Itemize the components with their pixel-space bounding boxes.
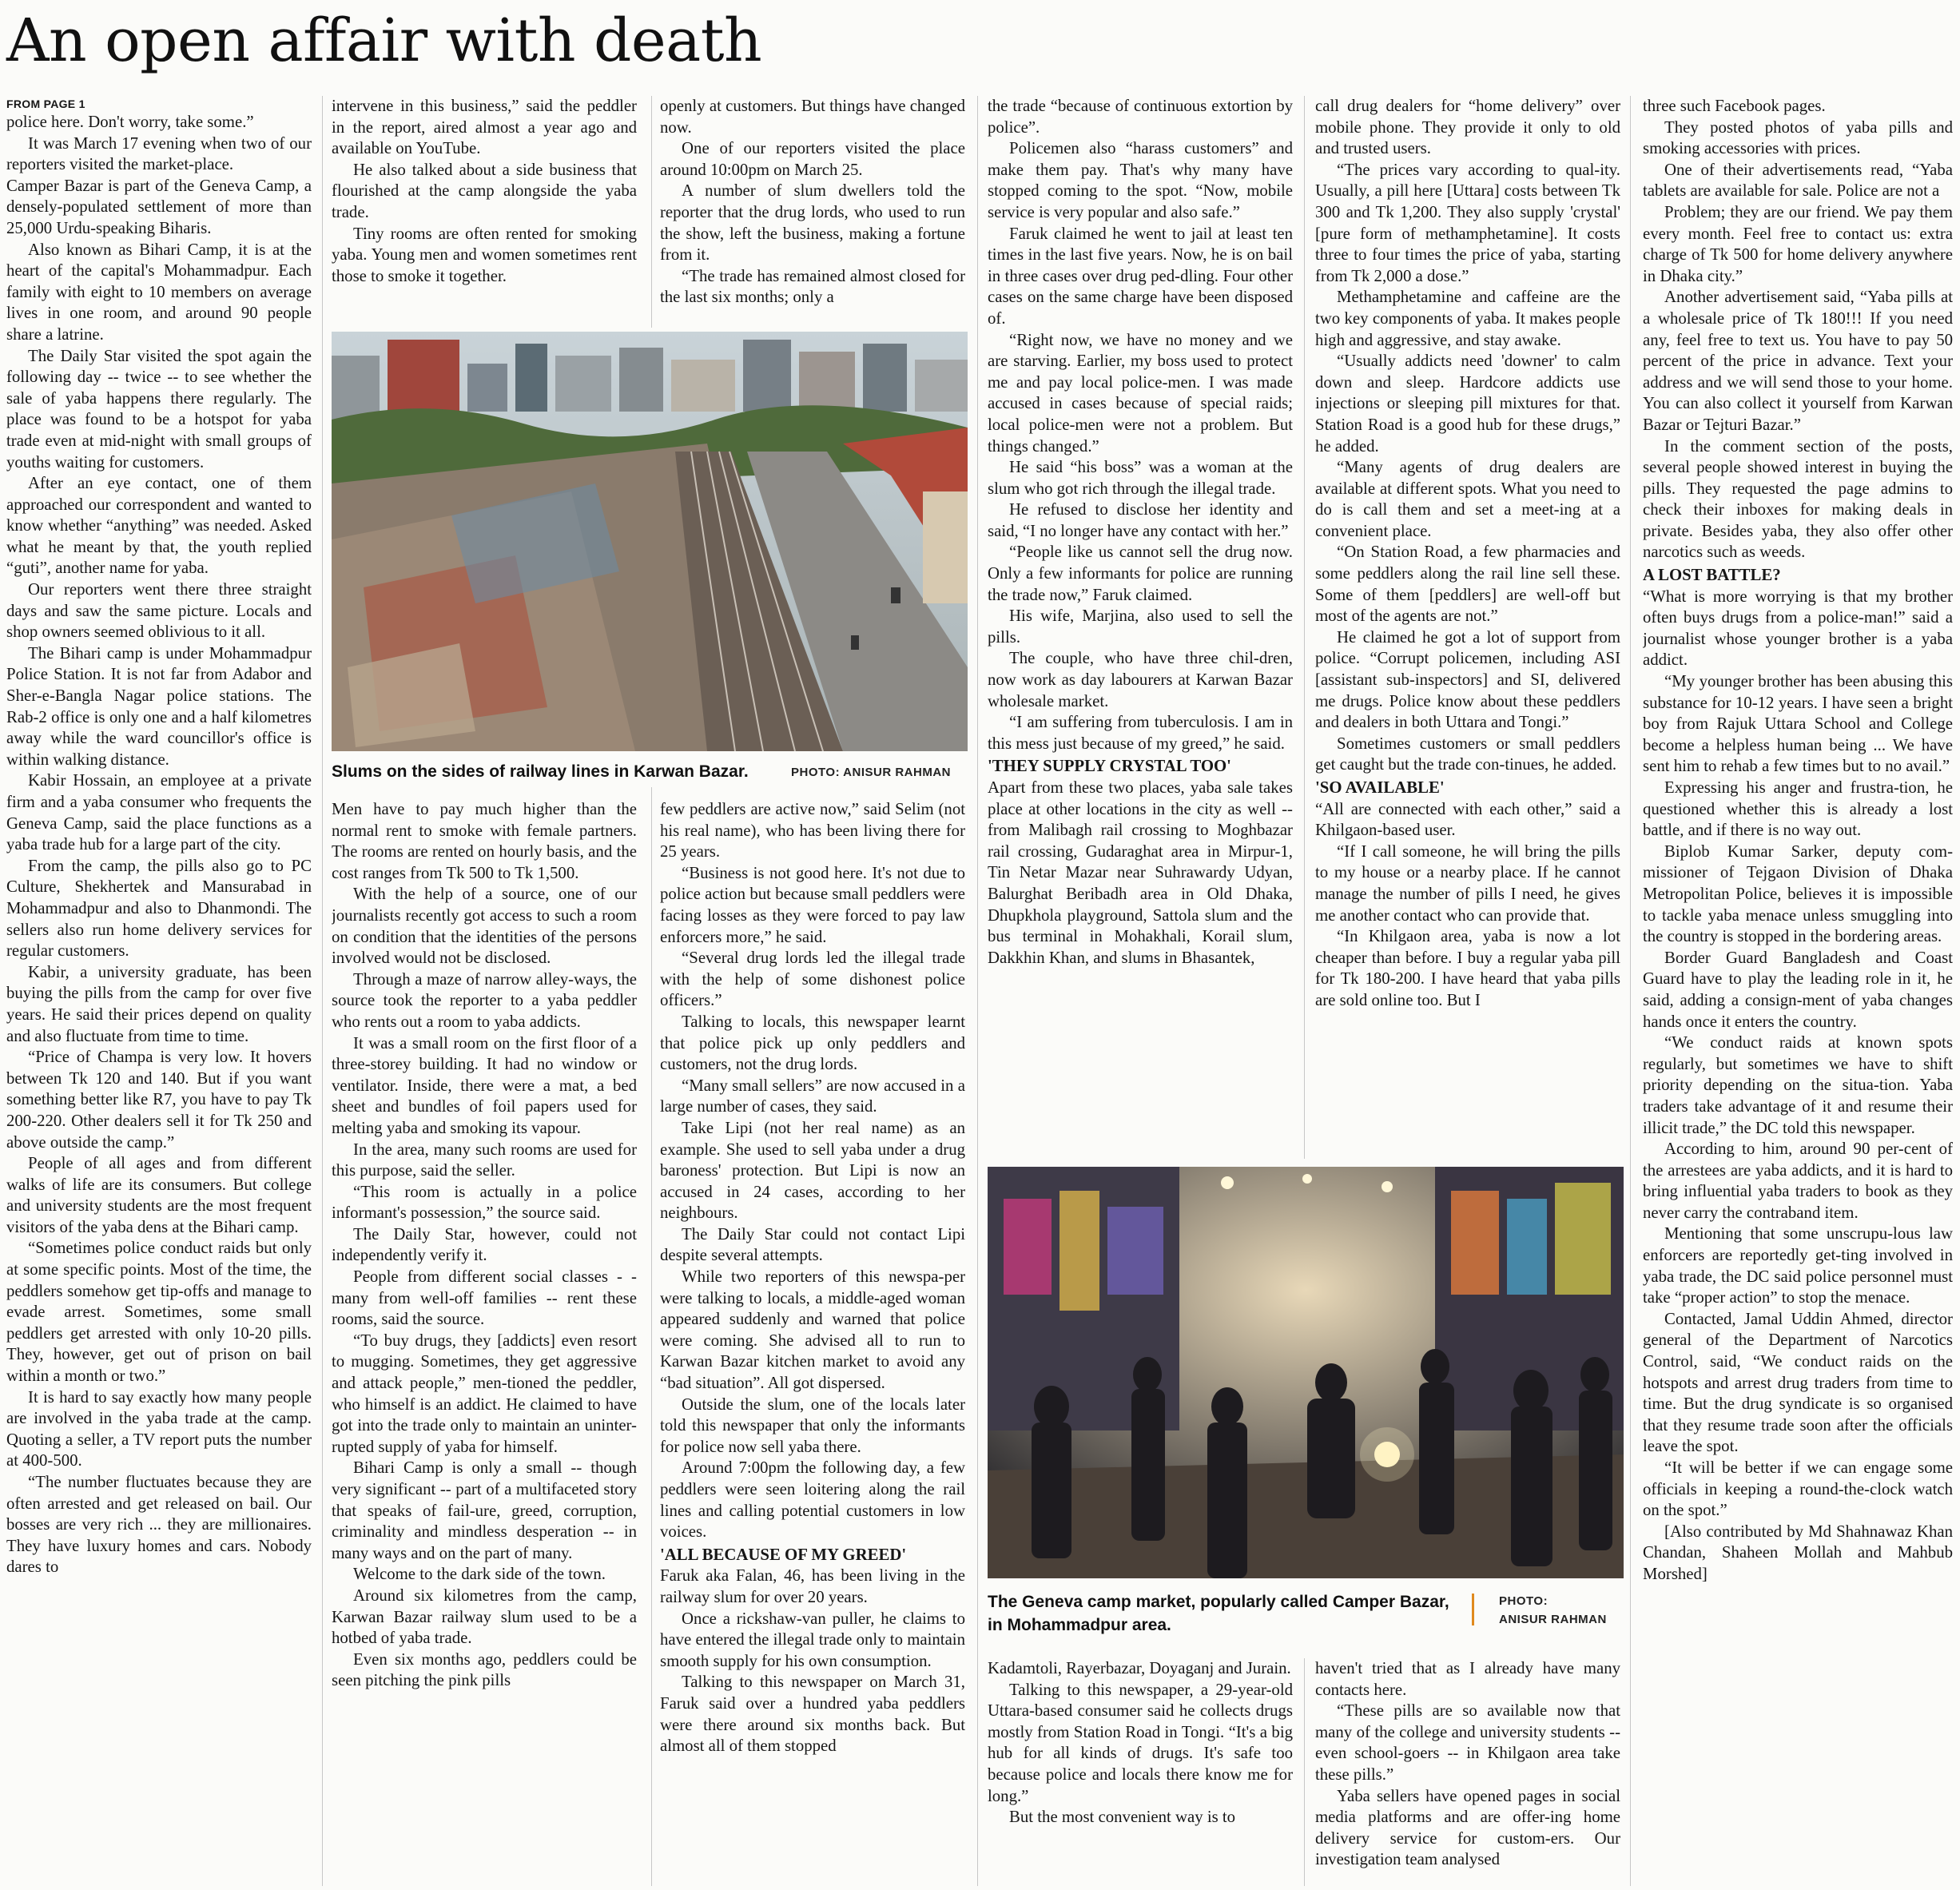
paragraph: Around six kilometres from the camp, Karwan Bazar railway slum used to be a hotbed of yaba trade. (332, 1586, 637, 1648)
paragraph: Talking to this newspaper on March 31, Faruk said over a hundred yaba peddlers were there around six months back. But almost all of them stopped (660, 1673, 965, 1756)
paragraph: “Price of Champa is very low. It hovers between Tk 120 and 140. But if you want something better like R7, you have to pay Tk 200-220. Other dealers sell it for Tk 250 and above outside the camp.” (6, 1048, 312, 1152)
paragraph: With the help of a source, one of our journalists recently got access to such a room on condition that the identities of the persons involved would not be disclosed. (332, 885, 637, 968)
paragraph: Talking to this newspaper, a 29-year-old Uttara-based consumer said he collects drugs mostly from Station Road in Tongi. “It's a big hub for all kinds of drugs. It's safe too because police and locals there know me for long.” (988, 1680, 1293, 1805)
paragraph: One of our reporters visited the place around 10:00pm on March 25. (660, 139, 965, 179)
paragraph: intervene in this business,” said the peddler in the report, aired almost a year ago and available on YouTube. (332, 97, 637, 158)
paragraph: Mentioning that some unscrupu-lous law enforcers are reportedly get-ting involved in yaba trade, the DC said police personnel must take “proper action” to stop the menace. (1643, 1224, 1953, 1307)
paragraph: He also talked about a side business that flourished at the camp alongside the yaba trade. (332, 160, 637, 221)
market-photo-caption: The Geneva camp market, popularly called Camper Bazar, in Mohammadpur area. (988, 1593, 1449, 1634)
article-column-4-bottom (988, 1658, 1293, 1886)
paragraph: He said “his boss” was a woman at the slum who got rich through the illegal trade. (988, 458, 1293, 498)
paragraph: [Also contributed by Md Shahnawaz Khan Chandan, Shaheen Mollah and Mahbub Morshed] (1643, 1522, 1953, 1583)
article-column-6 (1643, 96, 1953, 1886)
paragraph: Also known as Bihari Camp, it is at the heart of the capital's Mohammadpur. Each family with eight to 10 members on average lives in one room, and around 90 people share a latrine. (6, 240, 312, 344)
paragraph: Our reporters went there three straight days and saw the same picture. Locals and shop owners seemed oblivious to it all. (6, 580, 312, 642)
paragraph: Faruk claimed he went to jail at least ten times in the last five years. Now, he is on bail in three cases over drug ped-dling. Four other cases on the same charge have been disposed of. (988, 224, 1293, 328)
paragraph: Bihari Camp is only a small -- though very significant -- part of a multifaceted story that speaks of fail-ure, greed, corruption, criminality and mindless desperation -- in many ways and on the part of many. (332, 1458, 637, 1562)
jump-kicker: FROM PAGE 1 (6, 97, 85, 110)
paragraph: Kabir Hossain, an employee at a private firm and a yaba consumer who frequents the Geneva Camp, said the place functions as a yaba trade hub for a large part of the city. (6, 771, 312, 854)
paragraph: One of their advertisements read, “Yaba tablets are available for sale. Police are not a (1643, 160, 1953, 201)
paragraph: “We conduct raids at known spots regularly, but sometimes we have to shift priority depending on the situa-tion. Yaba traders take advantage of it and resume their illicit trade,” the DC told this newspaper. (1643, 1033, 1953, 1137)
paragraph: The Daily Star could not contact Lipi despite several attempts. (660, 1224, 965, 1265)
railway-photo-caption: Slums on the sides of railway lines in Karwan Bazar. (332, 762, 749, 781)
paragraph: “Several drug lords led the illegal trade with the help of some dishonest police officers.” (660, 949, 965, 1010)
paragraph: People of all ages and from different walks of life are its consumers. But college and university students are the most frequent visitors of the yaba dens at the Bihari camp. (6, 1154, 312, 1236)
paragraph: Camper Bazar is part of the Geneva Camp, a densely-populated settlement of more than 25,000 Urdu-speaking Biharis. (6, 176, 312, 237)
paragraph: In the comment section of the posts, several people showed interest in buying the pills. They requested the page admins to check their inboxes for making deals in private. Besides yaba, they also offer other narcotics such as weeds. (1643, 436, 1953, 562)
paragraph: “Usually addicts need 'downer' to calm down and sleep. Hardcore addicts use injections or sleeping pill mixtures for that. Station Road is a good hub for these drugs,” he added. (1315, 352, 1620, 456)
paragraph: “Many small sellers” are now accused in a large number of cases, they said. (660, 1076, 965, 1116)
paragraph: The couple, who have three chil-dren, now work as day labourers at Karwan Bazar wholesale market. (988, 649, 1293, 710)
headline: An open affair with death (6, 6, 762, 75)
paragraph: Tiny rooms are often rented for smoking yaba. Young men and women sometimes rent those to smoke it together. (332, 224, 637, 285)
article-column-5-bottom (1315, 1658, 1620, 1886)
article-column-3-top (660, 96, 965, 324)
column-rule (1630, 96, 1631, 1886)
paragraph: People from different social classes - - many from well-off families -- rent these rooms, said the source. (332, 1267, 637, 1329)
paragraph: He refused to disclose her identity and said, “I no longer have any contact with her.” (988, 500, 1293, 540)
paragraph: While two reporters of this newspa-per were talking to locals, a middle-aged woman appeared suddenly and warned that police were coming. She advised all to run to Karwan Bazar kitchen market to avoid any “bad situation”. All got dispersed. (660, 1267, 965, 1393)
paragraph: Around 7:00pm the following day, a few peddlers were seen loitering along the rail lines and calling potential customers in low voices. (660, 1458, 965, 1542)
paragraph: From the camp, the pills also go to PC Culture, Shekhertek and Mansurabad in Mohammadpur and also to Dhanmondi. The sellers also run home delivery services for regular customers. (6, 856, 312, 961)
subheading: A LOST BATTLE? (1643, 566, 1781, 585)
paragraph: Expressing his anger and frustra-tion, he questioned whether this is already a lost battle, and if there is no way out. (1643, 778, 1953, 840)
paragraph: Sometimes customers or small peddlers get caught but the trade con-tinues, he added. (1315, 734, 1620, 774)
paragraph: His wife, Marjina, also used to sell the pills. (988, 607, 1293, 647)
paragraph: Outside the slum, one of the locals later told this newspaper that only the informants for police now sell yaba there. (660, 1395, 965, 1456)
paragraph: Faruk aka Falan, 46, has been living in the railway slum for over 20 years. (660, 1566, 965, 1606)
paragraph: the trade “because of continuous extortion by police”. (988, 97, 1293, 137)
paragraph: A number of slum dwellers told the reporter that the drug lords, who used to run the show, left the business, making a fortune from it. (660, 181, 965, 265)
paragraph: Men have to pay much higher than the normal rent to smoke with female partners. The rooms are rented on hourly basis, and the cost ranges from Tk 500 to Tk 1,500. (332, 800, 637, 882)
paragraph: “People like us cannot sell the drug now. Only a few informants for police are running the trade now,” Faruk claimed. (988, 543, 1293, 604)
subheading: 'THEY SUPPLY CRYSTAL TOO' (988, 757, 1231, 776)
column-rule (651, 96, 652, 328)
paragraph: “The prices vary according to qual-ity. Usually, a pill here [Uttara] costs between Tk 300 and Tk 1,200. They also supply 'crystal' [pure form of methamphetamine]. It costs three to four times the price of yaba, starting from Tk 2,000 a dose.” (1315, 160, 1620, 285)
paragraph: “Sometimes police conduct raids but only at some specific points. Most of the time, the peddlers somehow get tip-offs and manage to evade arrest. Sometimes, some small peddlers get arrested with only 10-20 pills. They, however, get out of prison on bail within a month or two.” (6, 1239, 312, 1386)
paragraph: “In Khilgaon area, yaba is now a lot cheaper than before. I buy a regular yaba pill for Tk 180-200. I have heard that yaba pills are sold online too. But I (1315, 927, 1620, 1009)
column-rule (977, 96, 978, 1886)
paragraph: They posted photos of yaba pills and smoking accessories with prices. (1643, 117, 1953, 158)
paragraph: Apart from these two places, yaba sale takes place at other locations in the city as well -- from Malibagh rail crossing to Moghbazar rail crossing, Gudaraghat area in Mirpur-1, Tin Netar Mazar near Suhrawardy Udyan, Balurghat Beribadh area in Old Dhaka, Dhupkhola playground, Sattola slum and the bus terminal in Mohakhali, Korail slum, Dakkhin Khan, and slums in Bhasantek, (988, 778, 1293, 967)
paragraph: police here. Don't worry, take some.” (6, 113, 254, 131)
paragraph: Kabir, a university graduate, has been buying the pills from the camp for over five years. He said their prices depend on quality and also fluctuate from time to time. (6, 962, 312, 1045)
paragraph: few peddlers are active now,” said Selim (not his real name), who has been living there for 25 years. (660, 800, 965, 861)
column-rule (651, 787, 652, 1886)
paragraph: But the most convenient way is to (1009, 1808, 1236, 1827)
subheading: 'SO AVAILABLE' (1315, 778, 1445, 797)
paragraph: “The number fluctuates because they are often arrested and get released on bail. Our bosses are very rich ... they are millionaires. They have luxury homes and cars. Nobody dares to (6, 1473, 312, 1577)
railway-slum-illustration (332, 332, 968, 751)
article-column-2-bottom (332, 799, 637, 1886)
paragraph: call drug dealers for “home delivery” over mobile phone. They provide it only to old and trusted users. (1315, 97, 1620, 158)
column-rule (1304, 1658, 1305, 1886)
paragraph: Biplob Kumar Sarker, deputy com-missioner of Tejgaon Division of Dhaka Metropolitan Police, believes it is impossible to tackle yaba menace unless smuggling into the country is stopped in the bordering areas. (1643, 842, 1953, 946)
paragraph: “Many agents of drug dealers are available at different spots. What you need to do is call them and set a meet-ing at a convenient place. (1315, 458, 1620, 540)
paragraph: three such Facebook pages. (1643, 97, 1826, 115)
paragraph: According to him, around 90 per-cent of the arrestees are yaba addicts, and it is hard to bring influential yaba traders to book as they never carry the contraband item. (1643, 1140, 1953, 1222)
paragraph: “It will be better if we can engage some officials in keeping a round-the-clock watch on the spot.” (1643, 1458, 1953, 1520)
paragraph: “All are connected with each other,” said a Khilgaon-based user. (1315, 799, 1620, 840)
paragraph: “On Station Road, a few pharmacies and some peddlers along the rail line sell these. Some of them [peddlers] are well-off but most of the agents are not.” (1315, 543, 1620, 626)
paragraph: Contacted, Jamal Uddin Ahmed, director general of the Department of Narcotics Control, said, “We conduct raids on the hotspots and arrest drug traders from time to time. But the drug syndicate is so organised that they resume trade soon after the officials leave the spot. (1643, 1309, 1953, 1456)
paragraph: “This room is actually in a police informant's possession,” the source said. (332, 1182, 637, 1223)
paragraph: “To buy drugs, they [addicts] even resort to mugging. Sometimes, they get aggressive and attack people,” men-tioned the peddler, who himself is an addict. He claimed to have got into the trade only to maintain an uninter-rupted supply of yaba for himself. (332, 1331, 637, 1456)
paragraph: “Right now, we have no money and we are starving. Earlier, my boss used to protect me and pay local police-men. I was made accused in cases because of special raids; local police-men were not a problem. But things changed.” (988, 330, 1293, 456)
market-photo-credit-name: ANISUR RAHMAN (1499, 1613, 1607, 1626)
paragraph: Another advertisement said, “Yaba pills at a wholesale price of Tk 180!!! If you need any, feel free to text us. You have to pay 50 percent of the price in advance. Text your address and we will send those to your home. You can also collect it yourself from Karwan Bazar or Tejturi Bazar.” (1643, 288, 1953, 434)
article-column-2-top (332, 96, 637, 324)
paragraph: “I am suffering from tuberculosis. I am in this mess just because of my greed,” he said. (988, 713, 1293, 753)
paragraph: Take Lipi (not her real name) as an example. She used to sell yaba under a drug baroness' protection. But Lipi is now an accused in 24 cases, according to her neighbours. (660, 1118, 965, 1223)
paragraph: “The trade has remained almost closed for the last six months; only a (660, 266, 965, 307)
paragraph: Policemen also “harass customers” and make them pay. That's why many have stopped coming to the spot. “Now, mobile service is very popular and also safe.” (988, 139, 1293, 221)
paragraph: Kadamtoli, Rayerbazar, Doyaganj and Jurain. (988, 1659, 1291, 1677)
paragraph: He claimed he got a lot of support from police. “Corrupt policemen, including ASI [assistant sub-inspectors] and SI, delivered me drugs. Police know about these peddlers and dealers in both Uttara and Tongi.” (1315, 627, 1620, 732)
paragraph: Through a maze of narrow alley-ways, the source took the reporter to a yaba peddler who rents out a room to yaba addicts. (332, 969, 637, 1031)
paragraph: In the area, many such rooms are used for this purpose, said the seller. (332, 1140, 637, 1180)
article-column-5-top (1315, 96, 1620, 1159)
paragraph: Methamphetamine and caffeine are the two key components of yaba. It makes people high and aggressive, and stay awake. (1315, 288, 1620, 349)
subheading: 'ALL BECAUSE OF MY GREED' (660, 1545, 907, 1564)
paragraph: “If I call someone, he will bring the pills to my house or a nearby place. If he cannot manage the number of pills I need, he gives me another contact who can provide that. (1315, 842, 1620, 925)
paragraph: “My younger brother has been abusing this substance for 10-12 years. I have seen a bright boy from Rajuk Uttara School and College become a helpless human being ... We have sent him to rehab a few times but to no avail.” (1643, 672, 1953, 776)
paragraph: After an eye contact, one of them approached our correspondent and wanted to know whether “anything” was needed. Asked what he meant by that, the youth replied “guti”, another name for yaba. (6, 474, 312, 578)
paragraph: The Daily Star visited the spot again the following day -- twice -- to see whether the sale of yaba happens there regularly. The place was found to be a hotspot for yaba trade even at mid-night with small groups of youths waiting for customers. (6, 346, 312, 472)
paragraph: openly at customers. But things have changed now. (660, 97, 965, 137)
railway-slum-photo (332, 332, 968, 751)
paragraph: It was March 17 evening when two of our reporters visited the market-place. (6, 133, 312, 174)
market-night-illustration (988, 1167, 1624, 1578)
paragraph: Problem; they are our friend. We pay them every month. Feel free to contact us: extra charge of Tk 500 for home delivery anywhere in Dhaka city.” (1643, 202, 1953, 285)
article-column-1 (6, 96, 312, 1886)
paragraph: Yaba sellers have opened pages in social media platforms and are offer-ing home delivery service for custom-ers. Our investigation team analysed (1315, 1786, 1620, 1869)
paragraph: Talking to locals, this newspaper learnt that police pick up only peddlers and customers, not the drug lords. (660, 1012, 965, 1074)
paragraph: Welcome to the dark side of the town. (353, 1565, 606, 1584)
paragraph: Once a rickshaw-van puller, he claims to have entered the illegal trade only to maintain smooth supply for his own consumption. (660, 1609, 965, 1670)
paragraph: Even six months ago, peddlers could be seen pitching the pink pills (332, 1649, 637, 1690)
paragraph: The Daily Star, however, could not independently verify it. (332, 1224, 637, 1265)
paragraph: haven't tried that as I already have many contacts here. (1315, 1659, 1620, 1699)
column-rule (322, 96, 323, 1886)
paragraph: It was a small room on the first floor of a three-storey building. It had no window or ventilator. Inside, there were a mat, a bed sheet and bundles of foil papers used for melting yaba and smoking its vapour. (332, 1033, 637, 1137)
column-rule (1304, 96, 1305, 1159)
paragraph: Border Guard Bangladesh and Coast Guard have to play the leading role in it, he said, adding a consign-ment of yaba changes hands once it enters the country. (1643, 948, 1953, 1031)
market-photo-credit-label: PHOTO: (1499, 1594, 1549, 1608)
geneva-camp-market-photo (988, 1167, 1624, 1578)
paragraph: “Business is not good here. It's not due to police action but because small peddlers were facing losses as they were forced to pay law enforcers more,” he said. (660, 863, 965, 946)
caption-divider (1472, 1594, 1474, 1625)
paragraph: “These pills are so available now that many of the college and university students -- even school-goers -- in Khilgaon area take these pills.” (1315, 1701, 1620, 1784)
article-column-3-bottom (660, 799, 965, 1886)
paragraph: The Bihari camp is under Mohammadpur Police Station. It is not far from Adabor and Sher-e-Bangla Nagar police stations. The Rab-2 office is only one and a half kilometres away while the ward councillor's office is within walking distance. (6, 643, 312, 769)
article-column-4-top (988, 96, 1293, 1159)
paragraph: It is hard to say exactly how many people are involved in the yaba trade at the camp. Quoting a seller, a TV report puts the number at 400-500. (6, 1387, 312, 1470)
railway-photo-credit: PHOTO: ANISUR RAHMAN (791, 766, 951, 779)
paragraph: “What is more worrying is that my brother often buys drugs from a police-man!” said a journalist whose younger brother is a yaba addict. (1643, 587, 1953, 670)
